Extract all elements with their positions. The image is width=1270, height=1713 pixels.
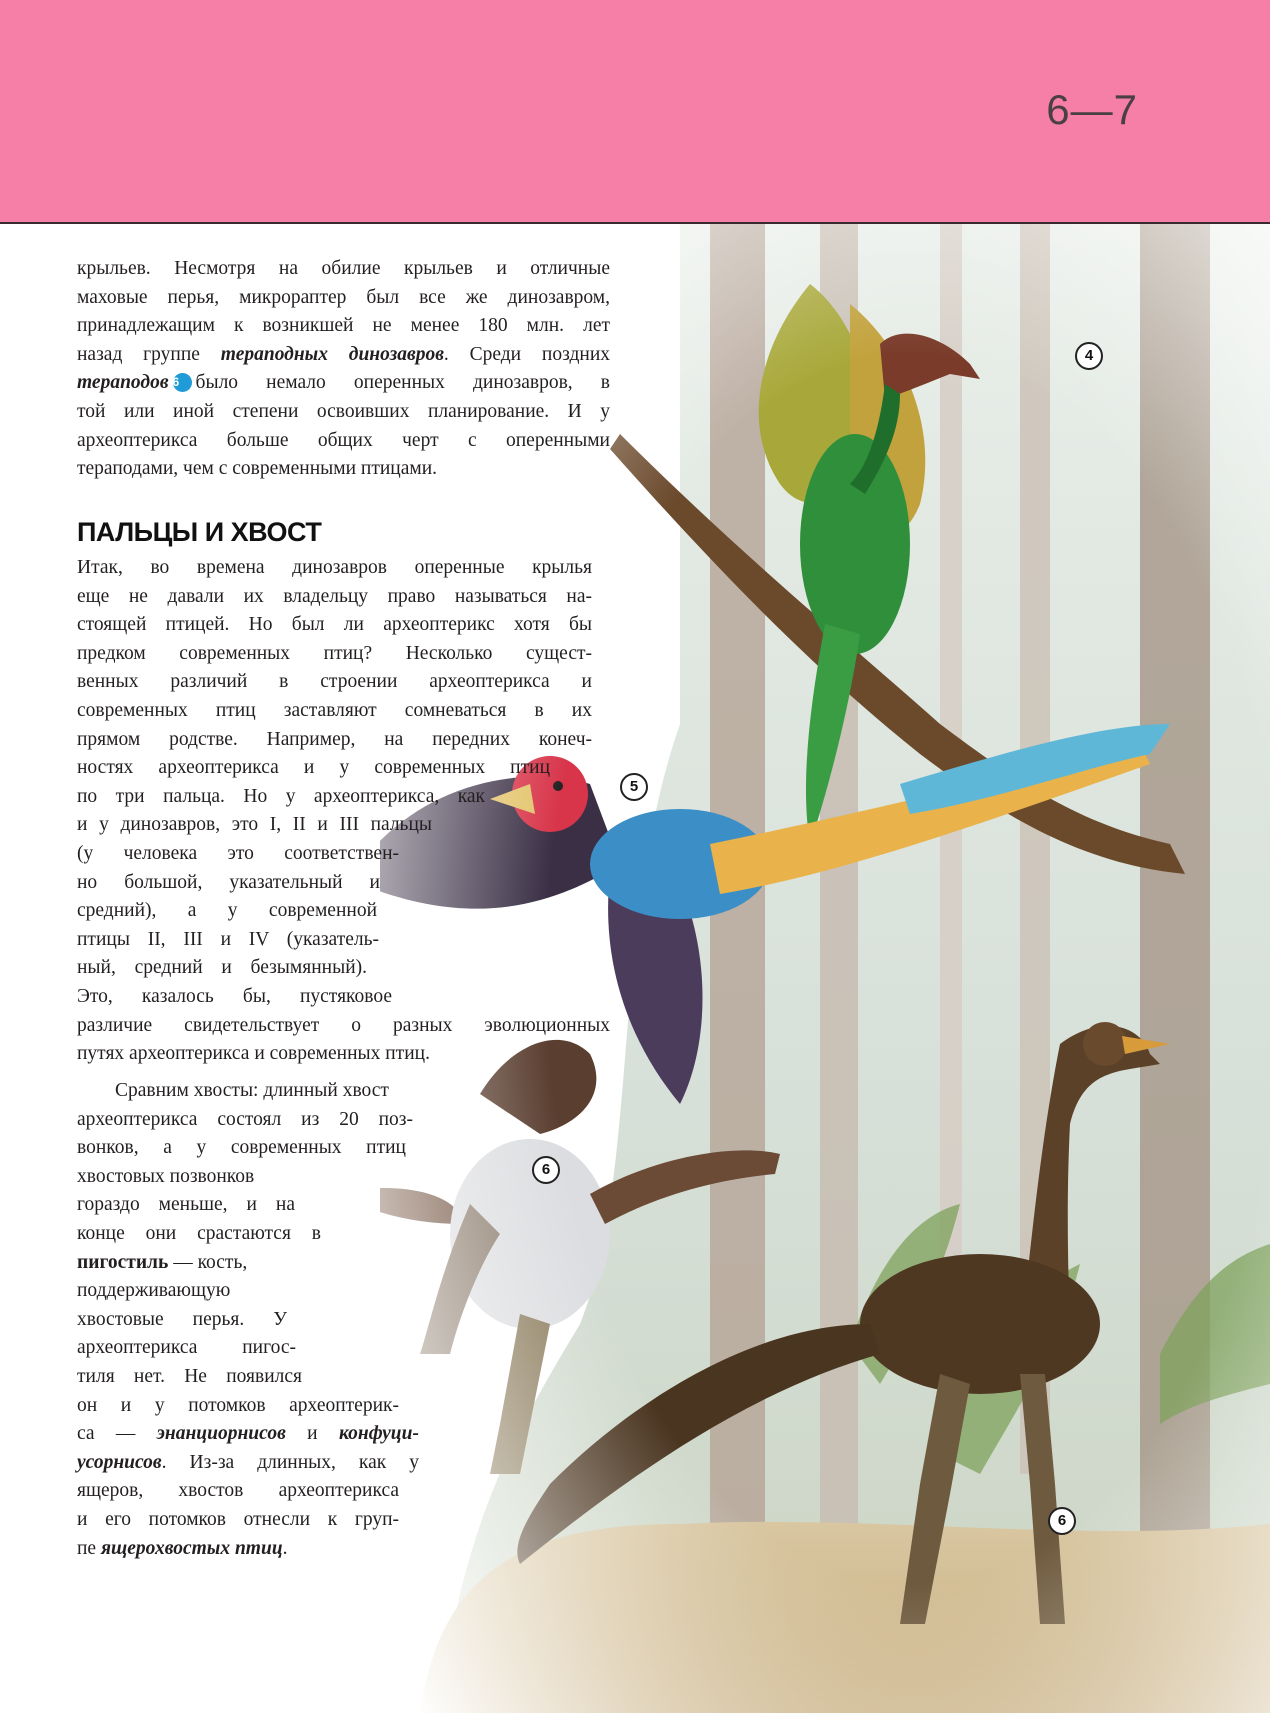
term-saurischian-birds: ящерохвостых птиц [100, 1537, 283, 1559]
text-line: путях археоптерикса и современных птиц. [77, 1043, 430, 1065]
text-line: ный, средний и безымянный). [77, 957, 367, 979]
text-line: Итак, во времена динозавров оперенные крылья [77, 557, 592, 578]
page-number: 6—7 [1046, 86, 1138, 133]
figure-label-5: 5 [620, 773, 648, 801]
text-line: гораздо меньше, и на [77, 1194, 295, 1216]
figure-label-6a: 6 [532, 1156, 560, 1184]
intro-paragraph [77, 255, 610, 484]
text-line: предком современных птиц? Несколько сущест- [77, 642, 592, 664]
text-line: но большой, указательный и [77, 871, 380, 893]
text-line: пе ящерохвостых птиц. [77, 1537, 288, 1559]
text-line: ящеров, хвостов археоптерикса [77, 1480, 399, 1502]
text-line: поддерживающую [77, 1280, 231, 1302]
text-line: археоптерикса пигос- [77, 1337, 296, 1359]
text-line: ностях археоптерикса и у современных птиц [77, 757, 550, 779]
text-line: еще не давали их владельцу право называться на- [77, 585, 592, 607]
term-theropod-dinosaurs: терaподных динозавров [220, 343, 444, 365]
text-line: хвостовые перья. У [77, 1308, 287, 1330]
text-line: конце они срастаются в [77, 1222, 321, 1244]
text-line: Сравним хвосты: длинный хвост [115, 1080, 389, 1101]
text-line: средний), а у современной [77, 900, 377, 922]
text-line: он и у потомков археоптерик- [77, 1394, 399, 1416]
text-line: современных птиц заставляют сомневаться в их [77, 699, 592, 721]
text-line: назад группе терaподных динозавров. Среди поздних [77, 343, 611, 365]
text-line: археоптерикса больше общих черт с оперенными [77, 429, 610, 451]
text-line: той или иной степени освоивших планирование. И у [77, 400, 610, 422]
text-line: археоптерикса состоял из 20 поз- [77, 1108, 413, 1130]
text-line: (у человека это соответствен- [77, 842, 399, 864]
text-line: по три пальца. Но у археоптерикса, как [77, 785, 485, 807]
text-line: и у динозавров, это I, II и III пальцы [77, 814, 432, 836]
text-line: венных различий в строении археоптерикса и [77, 671, 592, 693]
section-heading: ПАЛЬЦЫ И ХВОСТ [77, 517, 322, 547]
text-line: крыльев. Несмотря на обилие крыльев и отличные [77, 258, 610, 279]
text-line: тиля нет. Не появился [77, 1365, 302, 1387]
text-line: пигостиль — кость, [77, 1251, 248, 1273]
text-line: вонков, а у современных птиц [77, 1137, 406, 1159]
text-line: принадлежащим к возникшей не менее 180 млн. лет [77, 315, 610, 337]
figure-label-4: 4 [1075, 342, 1103, 370]
text-line: усорнисов. Из-за длинных, как у [77, 1451, 419, 1473]
term-enantiornithes: энанциорнисов [156, 1423, 286, 1445]
text-line: хвостовых позвонков [77, 1165, 255, 1187]
text-line: прямом родстве. Например, на передних конеч- [77, 728, 592, 750]
text-line: различие свидетельствует о разных эволюционных [77, 1014, 610, 1036]
term-theropods: терaподов [77, 372, 169, 394]
text-line: стоящей птицей. Но был ли археоптерикс хотя бы [77, 614, 592, 636]
term-pygostyle: пигостиль [77, 1251, 169, 1273]
text-line: са — энанциорнисов и конфуци- [77, 1423, 419, 1445]
text-line: и его потомков отнесли к груп- [77, 1508, 399, 1530]
figure-label-6b: 6 [1048, 1507, 1076, 1535]
text-line: терaподов 6 было немало оперенных динозавров, в [77, 372, 610, 394]
text-line: Это, казалось бы, пустяковое [77, 985, 392, 1007]
term-confuciusornis-cont: усорнисов [77, 1451, 162, 1473]
text-line: тераподами, чем с современными птицами. [77, 458, 438, 480]
reference-badge-6: 6 [173, 373, 192, 392]
text-line: птицы II, III и IV (указатель- [77, 928, 379, 950]
section-paragraph-2 [77, 1077, 419, 1563]
term-confuciusornis: конфуци- [338, 1423, 419, 1445]
text-line: маховые перья, микрораптер был все же динозавром, [77, 286, 610, 308]
section-paragraph-1 [77, 554, 610, 1069]
